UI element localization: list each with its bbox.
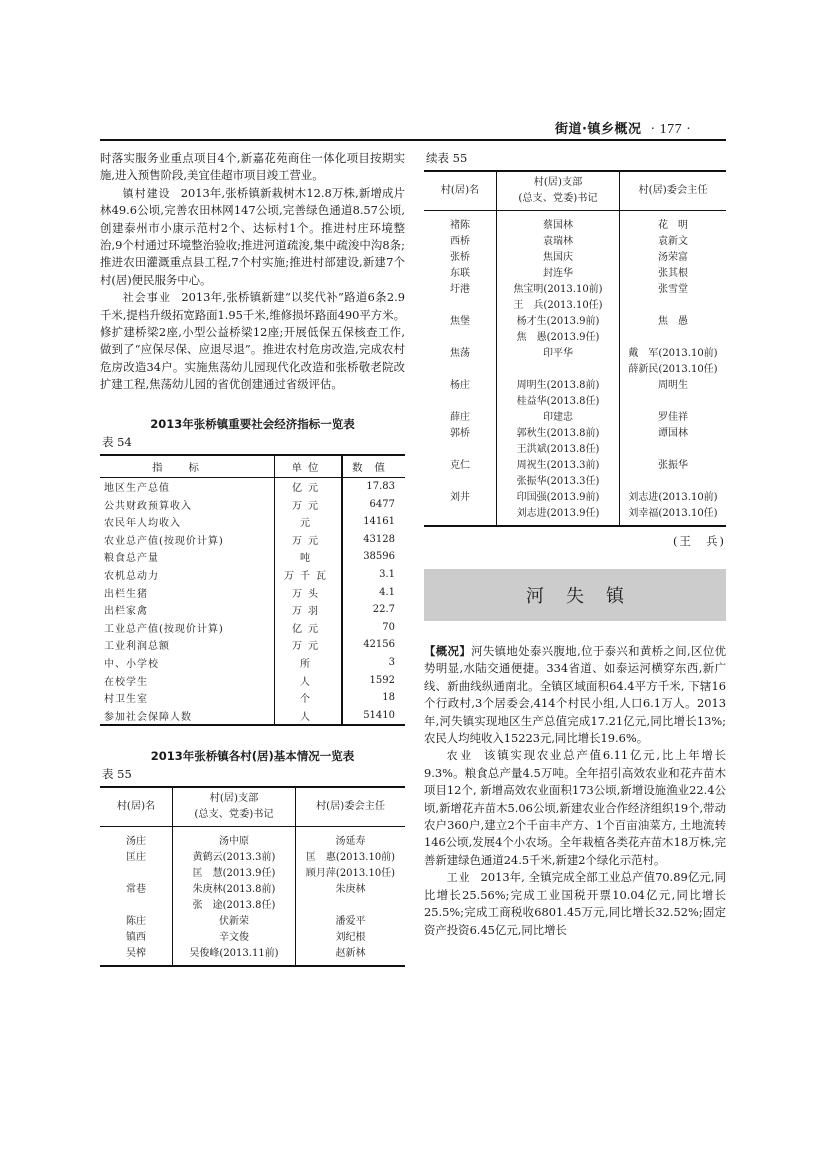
header-section: 街道·镇乡概况 xyxy=(555,122,642,137)
table-cell: 3.1 xyxy=(379,568,395,580)
table-cell xyxy=(620,439,727,455)
table-cell: 农业总产值(按现价计算) xyxy=(104,535,224,547)
table-cell xyxy=(620,471,727,487)
table-row xyxy=(100,513,405,531)
table-cell: 辛文俊 xyxy=(173,927,296,943)
table-cell: 在校学生 xyxy=(104,676,148,688)
table-cell: 吨 xyxy=(275,548,343,566)
table-cell: 刘幸福(2013.10任) xyxy=(628,507,718,519)
table-cell: 42156 xyxy=(363,639,395,651)
table-cell: 焦堡 xyxy=(450,315,470,327)
running-header xyxy=(555,118,691,138)
table-cell: 张振华(2013.3任) xyxy=(497,471,620,487)
table-cell: 万元 xyxy=(275,530,343,548)
table-row xyxy=(100,654,405,672)
table-row xyxy=(424,471,726,487)
table-cell: 万头 xyxy=(275,583,343,601)
table-cell: 汤中原 xyxy=(173,827,296,848)
table-cell: 西桥 xyxy=(450,235,470,247)
table-cell: 43128 xyxy=(363,533,395,545)
table-cell xyxy=(424,327,497,343)
table55-title: 2013年张桥镇各村(居)基本情况一览表 xyxy=(150,749,355,763)
table54 xyxy=(100,454,405,726)
table-cell: 赵新林 xyxy=(335,947,366,959)
column-header: 村(居)支部 (总支、党委)书记 xyxy=(173,787,296,827)
table-cell: 51410 xyxy=(363,709,395,721)
paragraph-agriculture: 农业 该镇实现农业总产值6.11亿元,比上年增长9.3%。粮食总产量4.5万吨。全年招引高效农业和花卉苗木项目12个, 新增高效农业面积173公顷,新增设施渔业22.4公顷,新增花卉苗木5.06公顷,新建农业合作经济组织19个,带动农户360户,建立2个千亩丰产方、1个百亩油菜方, 土地流转146公顷,发展4个小农场。全年栽植各类花卉苗木18万株,完善新建绿色通道24.5千米,新建2个绿化示范村。 xyxy=(424,748,727,867)
table-cell xyxy=(424,359,497,375)
table-cell: 印建忠 xyxy=(497,407,620,423)
table-row xyxy=(424,295,726,311)
table-cell xyxy=(424,391,497,407)
table-row xyxy=(424,211,726,232)
table-row xyxy=(424,263,726,279)
table-row xyxy=(100,583,405,601)
table-row xyxy=(100,911,405,927)
table54-title: 2013年张桥镇重要社会经济指标一览表 xyxy=(150,416,355,431)
author-credit: (王 兵) xyxy=(672,534,726,548)
table-row xyxy=(100,671,405,689)
table-cell: 汤庄 xyxy=(126,835,146,847)
table-row xyxy=(424,503,726,526)
table-row xyxy=(100,927,405,943)
table-cell: 王洪斌(2013.8任) xyxy=(497,439,620,455)
table-cell: 3 xyxy=(388,656,395,668)
table-cell: 14161 xyxy=(363,516,395,528)
table-row xyxy=(100,566,405,584)
table55-cont-number: 续表 55 xyxy=(426,151,468,165)
table-cell: 工业总产值(按现价计算) xyxy=(104,623,224,635)
overview-label: 【概况】 xyxy=(424,644,472,658)
table-cell: 郭桥 xyxy=(450,427,470,439)
table-cell xyxy=(424,503,497,526)
paragraph-social-affairs: 社会事业 2013年,张桥镇新建“以奖代补”路道6条2.9千米,提档升级拓宽路面1.95千米,维修损坏路面490平方米。修扩建桥梁2座,小型公益桥梁12座;开展低保五保核查工作,做到了“应保尽保、应退尽退”。推进农村危房改造,完成农村危房改造34户。实施焦荡幼儿园现代化改造和张桥敬老院改扩建工程,焦荡幼儿园的省优创建通过省级评估。 xyxy=(100,290,406,392)
table-cell: 褚陈 xyxy=(450,219,470,231)
table-cell: 张 途(2013.8任) xyxy=(173,895,296,911)
table-cell: 粮食总产量 xyxy=(104,553,159,565)
column-header: 村(居)委会主任 xyxy=(620,171,727,211)
page-number: · 177 · xyxy=(650,122,692,137)
table-cell: 刘志进(2013.10前) xyxy=(628,491,718,503)
table-row xyxy=(424,343,726,359)
table-cell: 农机总动力 xyxy=(104,570,159,582)
table-row xyxy=(100,827,405,848)
table-cell: 张振华 xyxy=(658,459,688,471)
table-row xyxy=(424,279,726,295)
table-cell: 参加社会保障人数 xyxy=(104,711,192,723)
table-cell xyxy=(620,295,727,311)
paragraph-keyword: 工业 xyxy=(446,871,471,885)
column-header: 村(居)委会主任 xyxy=(296,787,406,827)
table-cell: 圩港 xyxy=(450,283,470,295)
table-cell: 匡庄 xyxy=(126,851,146,863)
paragraph-continued: 时落实服务业重点项目4个,新嘉花苑商住一体化项目按期实施,进入预售阶段,美宜佳超市项目竣工营业。 xyxy=(100,151,405,183)
table-row xyxy=(424,423,726,439)
paragraph-keyword: 镇村建设 xyxy=(122,186,171,200)
table-cell: 出栏生猪 xyxy=(104,588,148,600)
column-header: 单位 xyxy=(275,455,343,478)
table-cell: 袁瑞林 xyxy=(497,231,620,247)
table-cell: 亿元 xyxy=(275,477,343,495)
table-cell xyxy=(100,895,173,911)
table-cell: 杨庄 xyxy=(450,379,470,391)
table-cell: 公共财政预算收入 xyxy=(104,500,192,512)
table-cell: 郭秋生(2013.8前) xyxy=(497,423,620,439)
table-row xyxy=(100,895,405,911)
table-cell: 封连华 xyxy=(497,263,620,279)
table-row xyxy=(100,847,405,863)
column-header: 指标 xyxy=(100,455,275,478)
table55 xyxy=(100,786,405,967)
table-cell: 个 xyxy=(275,689,343,707)
table-cell xyxy=(424,439,497,455)
table-cell: 匡 慧(2013.9任) xyxy=(173,863,296,879)
table-cell: 罗佳祥 xyxy=(658,411,688,423)
table-row xyxy=(424,455,726,471)
table-cell: 17.83 xyxy=(366,480,395,492)
table-cell: 中、小学校 xyxy=(104,658,159,670)
column-header: 数值 xyxy=(342,455,405,478)
table-cell: 70 xyxy=(382,621,395,633)
table-cell: 吴榨 xyxy=(126,947,146,959)
section-title: 河失镇 xyxy=(526,586,646,607)
table-cell: 亿元 xyxy=(275,618,343,636)
table-cell xyxy=(100,863,173,879)
table-row xyxy=(424,487,726,503)
table-row xyxy=(100,601,405,619)
table-cell: 工业利润总额 xyxy=(104,641,170,653)
table-cell: 18 xyxy=(382,692,395,704)
table-cell: 薛新民(2013.10任) xyxy=(628,363,718,375)
table-cell: 印国强(2013.9前) xyxy=(497,487,620,503)
table-cell: 万元 xyxy=(275,636,343,654)
table-row xyxy=(100,495,405,513)
table-cell: 花 明 xyxy=(658,219,688,231)
table-cell: 杨才生(2013.9前) xyxy=(497,311,620,327)
table-cell: 焦荡 xyxy=(450,347,470,359)
table-row xyxy=(424,327,726,343)
paragraph-town-village-construction: 镇村建设 2013年,张桥镇新栽树木12.8万株,新增成片林49.6公顷,完善农田林网147公顷,完善绿色通道8.57公顷, 创建泰州市小康示范村2个、达标村1个。推进村庄环境整治,9个村通过环境整治验收;推进河道疏浚,集中疏浚中沟8条;推进农田灌溉重点县工程,7个村实施;推进村部建设,新建7个村(居)便民服务中心。 xyxy=(100,185,406,287)
table-cell: 人 xyxy=(275,706,343,725)
table-cell: 伏新荣 xyxy=(173,911,296,927)
table-row xyxy=(100,689,405,707)
table-cell: 顾月萍(2013.10任) xyxy=(305,867,396,879)
table-cell: 周祝生(2013.3前) xyxy=(497,455,620,471)
paragraph-industry: 工业 2013年, 全镇完成全部工业总产值70.89亿元,同比增长25.56%;完成工业国税开票10.04亿元,同比增长25.5%;完成工商税收6801.45万元,同比增长32.52%;固定资产投资6.45亿元,同比增长 xyxy=(424,870,726,937)
table54-number: 表 54 xyxy=(102,434,132,449)
table-cell: 戴 军(2013.10前) xyxy=(628,347,718,359)
table-cell: 焦宝明(2013.10前) xyxy=(497,279,620,295)
table-cell: 常巷 xyxy=(126,883,146,895)
table-row xyxy=(100,477,405,495)
header-rule xyxy=(100,139,726,141)
paragraph-keyword: 农业 xyxy=(446,749,475,763)
paragraph-overview: 【概况】河失镇地处泰兴腹地,位于泰兴和黄桥之间,区位优势明显,水陆交通便捷。334省道、如泰运河横穿东西,新广线、新曲线纵通南北。全镇区域面积64.4平方千米, 下辖16个行政村,3个居委会,414个村民小组,人口6.1万人。2013年,河失镇实现地区生产总值完成17.21亿元,同比增长13%;农民人均纯收入15223元,同比增长19.6%。 xyxy=(424,644,726,746)
table-cell: 元 xyxy=(275,513,343,531)
table-cell: 张雪堂 xyxy=(658,283,688,295)
table-cell: 刘井 xyxy=(450,491,470,503)
table-row xyxy=(100,943,405,966)
table-cell: 焦国庆 xyxy=(497,247,620,263)
table-row xyxy=(424,439,726,455)
table-cell: 万千瓦 xyxy=(275,566,343,584)
left-column xyxy=(100,150,405,967)
table-cell: 黄鹤云(2013.3前) xyxy=(173,847,296,863)
table-row xyxy=(424,311,726,327)
table-cell: 薛庄 xyxy=(450,411,470,423)
table-cell: 王 兵(2013.10任) xyxy=(497,295,620,311)
table-row xyxy=(424,391,726,407)
table-cell: 万羽 xyxy=(275,601,343,619)
table-cell: 周明生(2013.8前) xyxy=(497,375,620,391)
table-cell: 万元 xyxy=(275,495,343,513)
table-cell: 汤荣富 xyxy=(658,251,688,263)
table-cell xyxy=(620,391,727,407)
table55-continued xyxy=(424,170,726,527)
table-cell: 周明生 xyxy=(658,379,688,391)
table-cell: 刘纪根 xyxy=(335,931,366,943)
section-banner xyxy=(424,569,726,621)
table-cell: 村卫生室 xyxy=(104,694,148,706)
column-header: 村(居)名 xyxy=(424,171,497,211)
table-cell: 张桥 xyxy=(450,251,470,263)
table-row xyxy=(424,407,726,423)
table-cell xyxy=(296,895,406,911)
table-row xyxy=(424,375,726,391)
table-cell: 张其根 xyxy=(658,267,688,279)
table-row xyxy=(100,618,405,636)
table-cell: 袁新文 xyxy=(658,235,688,247)
table-cell xyxy=(620,327,727,343)
table-cell: 吴俊峰(2013.11前) xyxy=(173,943,296,966)
table-cell: 镇西 xyxy=(126,931,146,943)
table55-number: 表 55 xyxy=(102,767,132,781)
table-cell: 出栏家禽 xyxy=(104,606,148,618)
table-cell: 匡 惠(2013.10前) xyxy=(305,851,396,863)
table-cell xyxy=(497,359,620,375)
column-header: 村(居)名 xyxy=(100,787,173,827)
table-cell: 农民年人均收入 xyxy=(104,518,181,530)
table-cell xyxy=(424,471,497,487)
table-cell: 人 xyxy=(275,671,343,689)
table-cell: 克仁 xyxy=(450,459,470,471)
table-cell: 6477 xyxy=(369,498,395,510)
right-column xyxy=(424,150,726,939)
column-header: 村(居)支部 (总支、党委)书记 xyxy=(497,171,620,211)
table-cell: 地区生产总值 xyxy=(104,482,170,494)
table-cell: 汤延寿 xyxy=(335,835,366,847)
table-cell: 桂益华(2013.8任) xyxy=(497,391,620,407)
table-row xyxy=(100,706,405,725)
table-cell: 38596 xyxy=(363,551,395,563)
table-row xyxy=(424,231,726,247)
table-cell xyxy=(424,295,497,311)
table-cell: 1592 xyxy=(369,674,395,686)
table-cell: 焦 愚 xyxy=(658,315,688,327)
table-cell: 4.1 xyxy=(379,586,395,598)
table-cell: 焦 愚(2013.9任) xyxy=(497,327,620,343)
table-cell: 朱庚林 xyxy=(335,883,366,895)
table-row xyxy=(100,548,405,566)
table-cell: 所 xyxy=(275,654,343,672)
table-row xyxy=(424,247,726,263)
table-row xyxy=(100,530,405,548)
table-row xyxy=(424,359,726,375)
table-cell: 陈庄 xyxy=(126,915,146,927)
table-row xyxy=(100,636,405,654)
table-row xyxy=(100,863,405,879)
table-cell: 朱庚林(2013.8前) xyxy=(173,879,296,895)
table-row xyxy=(100,879,405,895)
table-cell: 谭国林 xyxy=(658,427,688,439)
table-cell: 印平华 xyxy=(497,343,620,359)
table-cell: 东联 xyxy=(450,267,470,279)
paragraph-keyword: 社会事业 xyxy=(122,291,172,305)
table-cell: 22.7 xyxy=(372,604,395,616)
table-cell: 蔡国林 xyxy=(497,211,620,232)
table-cell: 潘爱平 xyxy=(335,915,366,927)
table-cell: 刘志进(2013.9任) xyxy=(497,503,620,526)
